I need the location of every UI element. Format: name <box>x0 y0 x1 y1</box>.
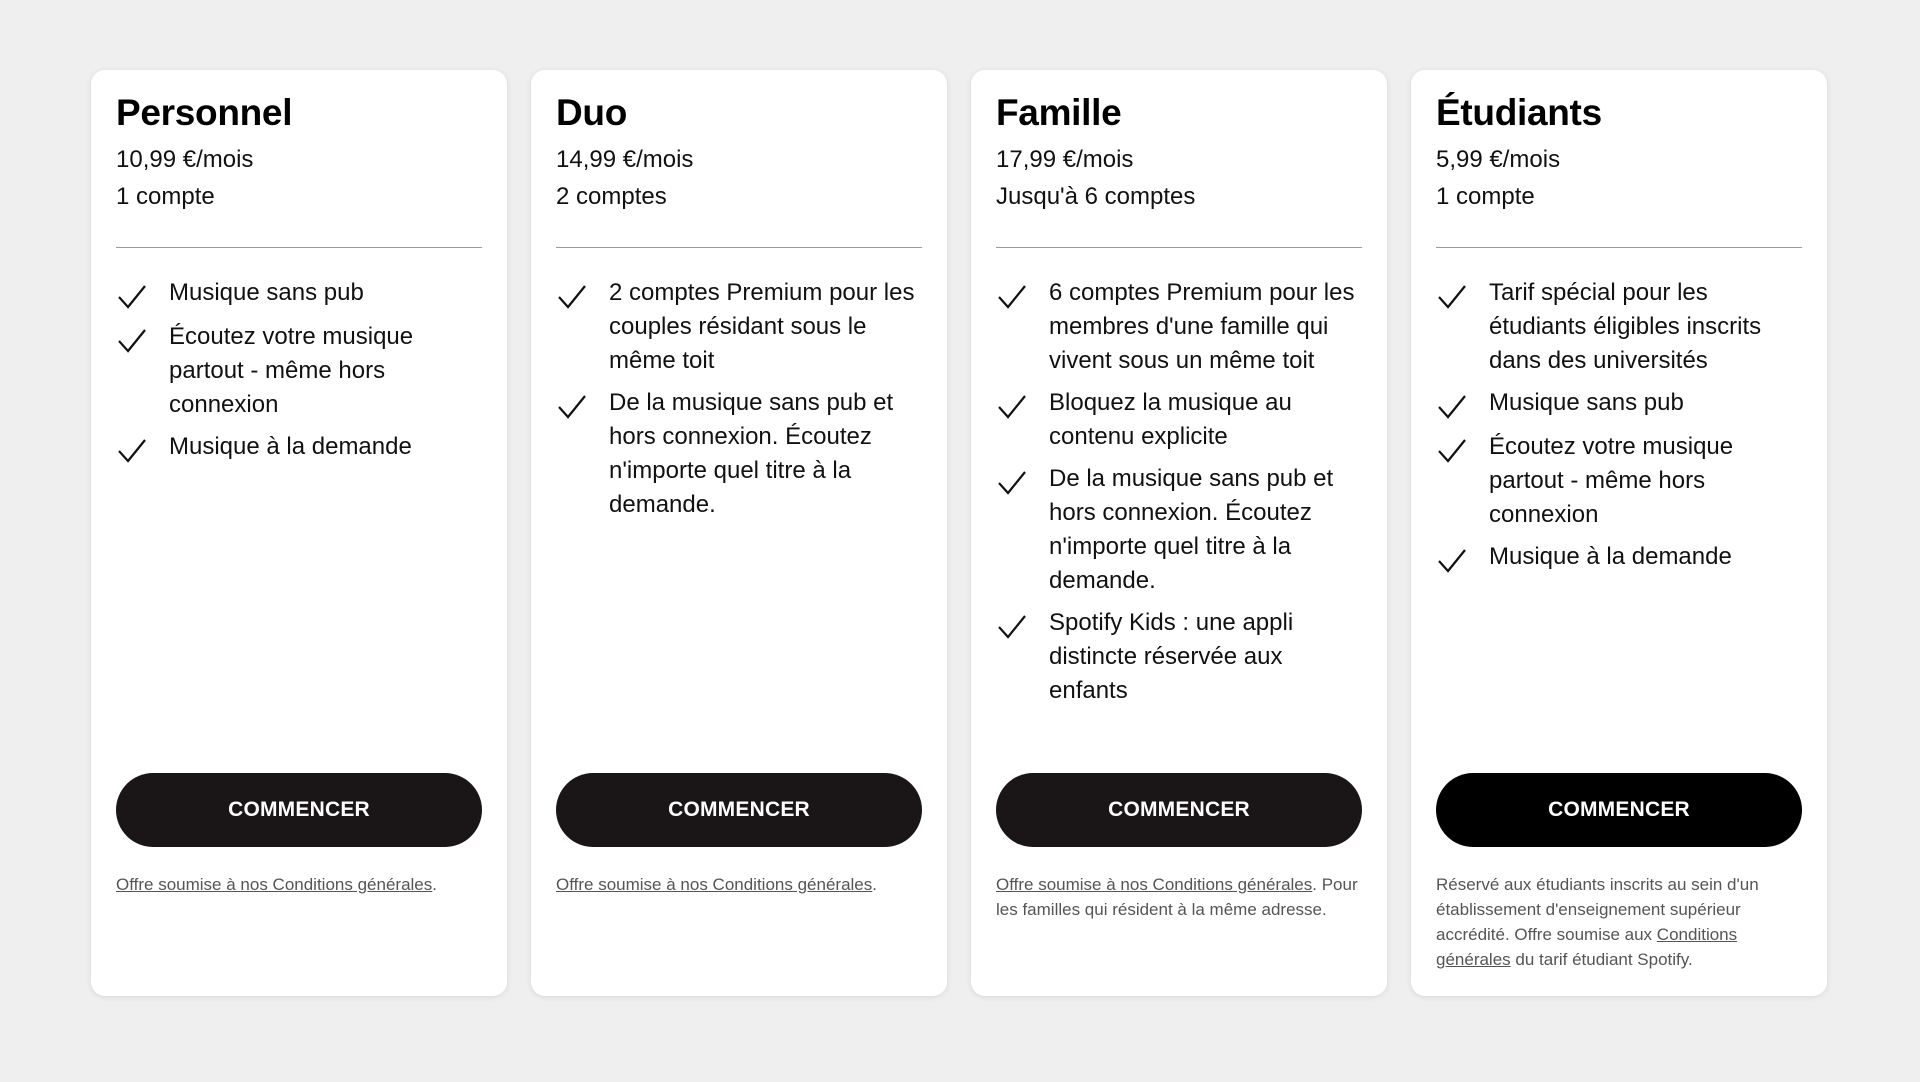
check-icon <box>116 436 148 466</box>
start-button[interactable]: COMMENCER <box>996 773 1362 847</box>
terms-prefix: Réservé aux étudiants inscrits au sein d'un établissement d'enseignement supérieur accrédité. Offre soumise aux <box>1436 875 1759 944</box>
terms-text <box>556 872 925 897</box>
check-icon <box>116 326 148 356</box>
feature-text: Musique à la demande <box>1489 542 1732 570</box>
check-icon <box>996 468 1028 498</box>
plan-card-famille <box>971 70 1387 996</box>
plan-price: 10,99 €/mois <box>116 145 254 173</box>
terms-suffix: . <box>432 875 437 894</box>
check-icon <box>1436 282 1468 312</box>
divider <box>556 247 922 248</box>
plan-price: 14,99 €/mois <box>556 145 694 173</box>
start-button[interactable]: COMMENCER <box>556 773 922 847</box>
feature-item <box>116 276 482 312</box>
feature-item <box>1436 386 1802 422</box>
plan-accounts: Jusqu'à 6 comptes <box>996 182 1196 210</box>
divider <box>1436 247 1802 248</box>
check-icon <box>1436 392 1468 422</box>
feature-item <box>996 462 1362 598</box>
plan-price: 17,99 €/mois <box>996 145 1134 173</box>
feature-item <box>556 276 922 378</box>
feature-item <box>116 320 482 422</box>
feature-list <box>996 276 1362 708</box>
feature-list <box>1436 276 1802 576</box>
feature-text: Tarif spécial pour les étudiants éligibles inscrits dans des universités <box>1489 278 1762 374</box>
feature-text: 2 comptes Premium pour les couples résidant sous le même toit <box>609 278 915 374</box>
feature-list <box>116 276 482 466</box>
feature-text: De la musique sans pub et hors connexion. Écoutez n'importe quel titre à la demande. <box>1049 464 1334 594</box>
feature-text: Musique sans pub <box>169 278 364 306</box>
feature-item <box>996 276 1362 378</box>
feature-text: Musique sans pub <box>1489 388 1684 416</box>
feature-list <box>556 276 922 522</box>
check-icon <box>996 612 1028 642</box>
plan-accounts: 2 comptes <box>556 182 667 210</box>
feature-item <box>996 386 1362 454</box>
divider <box>116 247 482 248</box>
feature-text: Écoutez votre musique partout - même hors connexion <box>169 322 414 418</box>
feature-text: Bloquez la musique au contenu explicite <box>1049 388 1292 450</box>
check-icon <box>556 392 588 422</box>
check-icon <box>1436 436 1468 466</box>
plan-accounts: 1 compte <box>1436 182 1535 210</box>
terms-suffix: du tarif étudiant Spotify. <box>1510 950 1693 969</box>
feature-text: 6 comptes Premium pour les membres d'une famille qui vivent sous un même toit <box>1049 278 1355 374</box>
terms-text <box>1436 872 1805 972</box>
terms-text <box>116 872 485 897</box>
terms-link[interactable]: Offre soumise à nos Conditions générales <box>116 875 433 894</box>
feature-text: Écoutez votre musique partout - même hors connexion <box>1489 432 1734 528</box>
check-icon <box>116 282 148 312</box>
feature-text: De la musique sans pub et hors connexion. Écoutez n'importe quel titre à la demande. <box>609 388 894 518</box>
check-icon <box>1436 546 1468 576</box>
terms-link[interactable]: Offre soumise à nos Conditions générales <box>556 875 873 894</box>
feature-item <box>556 386 922 522</box>
terms-link[interactable]: Offre soumise à nos Conditions générales <box>996 875 1313 894</box>
feature-text: Musique à la demande <box>169 432 412 460</box>
plan-name: Famille <box>996 92 1122 133</box>
feature-item <box>1436 540 1802 576</box>
plan-card-personnel <box>91 70 507 996</box>
divider <box>996 247 1362 248</box>
start-button[interactable]: COMMENCER <box>1436 773 1802 847</box>
terms-text <box>996 872 1365 922</box>
check-icon <box>996 282 1028 312</box>
plan-price: 5,99 €/mois <box>1436 145 1561 173</box>
start-button[interactable]: COMMENCER <box>116 773 482 847</box>
feature-item <box>1436 276 1802 378</box>
terms-suffix: . Pour les familles qui résident à la même adresse. <box>996 875 1358 919</box>
plan-card-etudiants <box>1411 70 1827 996</box>
feature-item <box>996 606 1362 708</box>
check-icon <box>996 392 1028 422</box>
feature-item <box>116 430 482 466</box>
check-icon <box>556 282 588 312</box>
plan-card-duo <box>531 70 947 996</box>
feature-item <box>1436 430 1802 532</box>
terms-suffix: . <box>872 875 877 894</box>
feature-text: Spotify Kids : une appli distincte réservée aux enfants <box>1049 608 1294 704</box>
plan-name: Étudiants <box>1436 92 1602 133</box>
plan-accounts: 1 compte <box>116 182 215 210</box>
terms-link[interactable]: Conditions générales <box>1436 925 1738 969</box>
plan-name: Duo <box>556 92 628 133</box>
plan-name: Personnel <box>116 92 293 133</box>
